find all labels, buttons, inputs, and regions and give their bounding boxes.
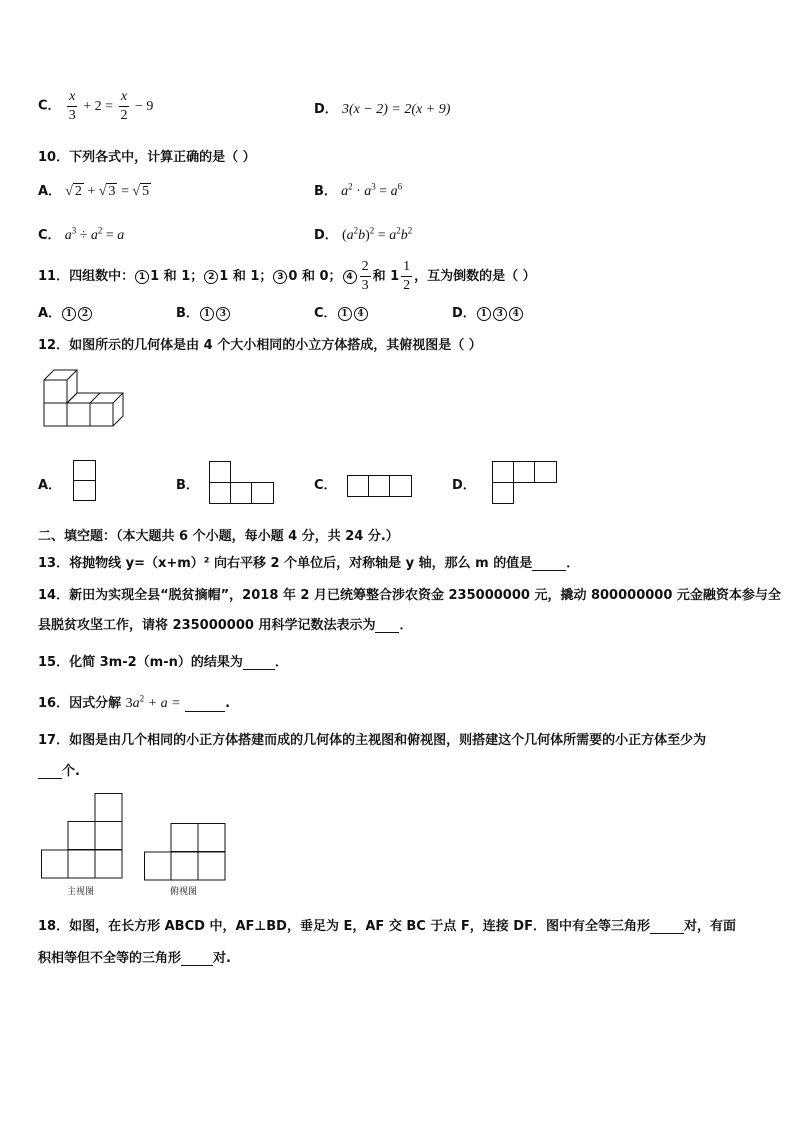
answer-blank bbox=[375, 620, 399, 633]
q17-top-view-figure bbox=[144, 823, 230, 887]
answer-blank bbox=[243, 657, 275, 670]
q11-option-b: B． 1 3 bbox=[176, 302, 231, 321]
answer-blank bbox=[185, 699, 225, 712]
caption-front-view: 主视图 bbox=[67, 887, 95, 897]
question-18-line2: 积相等但不全等的三角形 对. bbox=[38, 951, 231, 966]
answer-blank bbox=[650, 921, 684, 934]
q12-option-d-figure bbox=[492, 461, 560, 505]
option-label: D． bbox=[314, 102, 338, 117]
q12-option-d-label: D． bbox=[452, 478, 476, 493]
q11-option-c: C． 1 4 bbox=[314, 302, 369, 321]
q12-option-c-label: C． bbox=[314, 478, 337, 493]
q10-option-c: C． $a^3 \div a^2 = a$ bbox=[38, 225, 125, 243]
question-13: 13．将抛物线 y=（x+m）² 向右平移 2 个单位后，对称轴是 y 轴，那么 m 的值是 ． bbox=[38, 556, 580, 571]
caption-top-view: 俯视图 bbox=[170, 887, 198, 897]
question-14-line2: 县脱贫攻坚工作，请将 235000000 用科学记数法表示为 ． bbox=[38, 618, 413, 633]
q11-option-d: D． 1 3 4 bbox=[452, 302, 524, 321]
question-17-line2: 个. bbox=[38, 760, 80, 779]
answer-blank bbox=[38, 766, 62, 779]
question-14-line1: 14．新田为实现全县“脱贫摘帽”，2018 年 2 月已统筹整合涉农资金 235000000 元，撬动 800000000 元金融资本参与全 bbox=[38, 588, 781, 603]
q9-option-c bbox=[38, 90, 153, 123]
answer-blank bbox=[532, 558, 566, 571]
q12-option-a-figure bbox=[73, 460, 97, 502]
q12-option-b-label: B． bbox=[176, 478, 199, 493]
q12-option-a-label: A． bbox=[38, 478, 62, 493]
question-16: 16．因式分解 $3a^2 + a$ = . bbox=[38, 693, 231, 711]
q10-option-d: D． $(a^2b)^2 = a^2b^2$ bbox=[314, 225, 413, 243]
question-12-stem: 12．如图所示的几何体是由 4 个大小相同的小立方体搭成，其俯视图是（ ） bbox=[38, 338, 482, 353]
q10-option-b: B． $a^2 \cdot a^3 = a^6$ bbox=[314, 181, 403, 199]
question-17-line1: 17．如图是由几个相同的小正方体搭建而成的几何体的主视图和俯视图，则搭建这个几何体所需要的小正方体至少为 bbox=[38, 733, 707, 748]
q12-solid-figure bbox=[44, 370, 126, 428]
q12-option-b-figure bbox=[209, 461, 277, 505]
question-11-stem: 11．四组数中： 1 1 和 1； 2 1 和 1； 3 0 和 0； 4 $\frac{2}{3}$ 和 1 $\frac{1}{2}$ ，互为倒数的是（ ） bbox=[38, 259, 536, 293]
answer-blank bbox=[181, 953, 213, 966]
q17-front-view-figure bbox=[41, 793, 127, 885]
section-2-heading: 二、填空题：（本大题共 6 个小题，每小题 4 分，共 24 分.） bbox=[38, 529, 399, 544]
question-15: 15．化简 3m-2（m-n）的结果为 ． bbox=[38, 655, 288, 670]
question-18-line1: 18．如图，在长方形 ABCD 中，AF⊥BD，垂足为 E，AF 交 BC 于点 F，连接 DF．图中有全等三角形 对，有面 bbox=[38, 919, 736, 934]
option-label: C． bbox=[38, 98, 61, 114]
q12-option-c-figure bbox=[347, 475, 415, 499]
q9-option-d bbox=[314, 98, 450, 118]
q10-option-a: A． √ 2 + √ 3 = √ 5 bbox=[38, 184, 150, 199]
equation: 3(x − 2) = 2(x + 9) bbox=[341, 102, 451, 117]
q11-option-a: A． 1 2 bbox=[38, 302, 93, 321]
equation: $\frac{x}{3}$ + 2 = $\frac{x}{2}$ − 9 bbox=[68, 89, 154, 123]
question-10-stem: 10．下列各式中，计算正确的是（ ） bbox=[38, 150, 256, 165]
